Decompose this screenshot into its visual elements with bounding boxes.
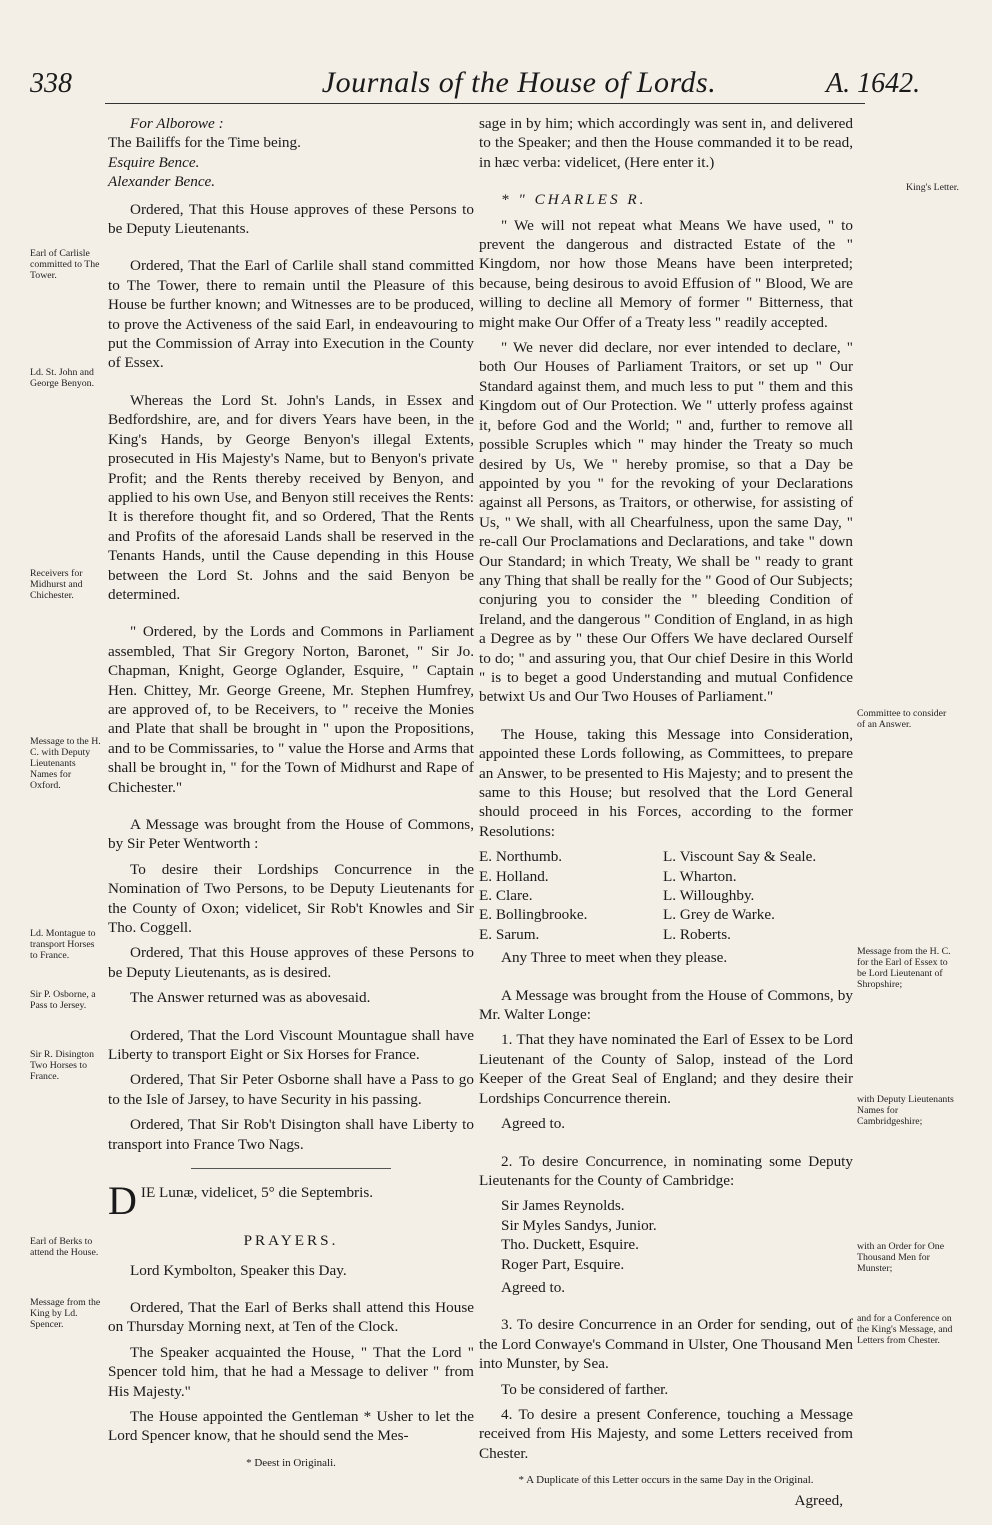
list-item: The Bailiffs for the Time being.: [108, 134, 301, 152]
margin-note-osborne: Sir P. Osborne, a Pass to Jersey.: [30, 989, 96, 1011]
footnote: * A Duplicate of this Letter occurs in the same Day in the Original.: [518, 1474, 814, 1487]
paragraph: Ordered, That this House approves of these Persons to be Deputy Lieutenants, as is desired.: [108, 944, 474, 981]
catchword: Agreed,: [794, 1491, 843, 1509]
margin-note-berks: Earl of Berks to attend the House.: [30, 1236, 99, 1258]
paragraph: Ordered, That the Earl of Berks shall attend this House on Thursday Morning next, at Ten of the Clock.: [108, 1298, 474, 1336]
list-item: L. Viscount Say & Seale.: [663, 848, 817, 866]
list-item: Alexander Bence.: [108, 173, 216, 191]
paragraph: Ordered, That the Earl of Carlile shall stand committed to The Tower, there to remain until the Pleasure of this House be further known; and Witnesses are to be produced, to prove the Activeness of the said Earl, in endeavouring to put the Commission of Array into Execution in the County of Essex.: [108, 257, 474, 372]
page-number: 338: [30, 68, 72, 99]
paragraph: Whereas the Lord St. John's Lands, in Essex and Bedfordshire, are, and for divers Years have been, in the King's Hands, by George Benyon's illegal Extents, prosecuted in His Majesty's Name, but to Benyon's private Profit; and the Rents thereby received by Benyon, and applied to his own Use, and Benyon still receives the Rents: It is therefore thought fit, and so Ordered, That the Rents and Profits of the aforesaid Lands shall be reserved in the Tenants Hands, until the Cause depending in this House between the Lord St. Johns and the said Benyon be determined.: [108, 391, 474, 603]
paragraph: Ordered, That Sir Peter Osborne shall have a Pass to go to the Isle of Jarsey, to have Security in his passing.: [108, 1071, 474, 1108]
paragraph: Ordered, That Sir Rob't Disington shall have Liberty to transport into France Two Nags.: [108, 1116, 474, 1153]
paragraph: sage in by him; which accordingly was sent in, and delivered to the Speaker; and then the House commanded it to be read, in hæc verba: videlicet, (Here enter it.): [479, 115, 853, 171]
letter-paragraph: " We never did declare, nor ever intended to declare, " both Our Houses of Parliament Traitors, or set up " Our Standard against them, and much less to put " them and this Kingdom out of Our Protection. We " utterly profess against it, before God and the World; " and, further to remove all possible Scruples which " may hinder the Treaty so much desired by Us, We " hereby promise, so that a Day be appointed by you " for the revoking of your Declarations against all Persons, as Traitors, or otherwise, for assisting of Us, " We shall, with all Chearfulness, upon the same Day, " re-call Our Proclamations and Declarations, and take " down Our Standard; in which Treaty, We shall be " ready to grant any Thing that shall be really for the " Good of Our Subjects; conjuring you to consider the " bleeding Condition of Ireland, and the dangerous " Condition of England, in as high a Degree as by " these Our Offers We have declared Ourself to do; " and assuring you, that Our chief Desire in this World " is to beget a good Understanding and mutual Confidence betwixt Us and Our Two Houses of Parliament.": [479, 339, 853, 706]
journal-title: Journals of the House of Lords.: [321, 66, 717, 99]
letter-paragraph: " We will not repeat what Means We have used, " to prevent the dangerous and distracted Estate of the " Kingdom, nor how those Means have been interpreted; because, being desirous to avoid Effusion of " Blood, We are willing to decline all Memory of former " Bitterness, that might make Our Offer of a Treaty less " readily accepted.: [479, 216, 853, 331]
prayers-heading: PRAYERS.: [243, 1232, 339, 1250]
margin-note-cambridge: with Deputy Lieutenants Names for Cambridgeshire;: [857, 1094, 954, 1127]
date-heading-text: IE Lunæ, videlicet, 5° die Septembris.: [140, 1184, 374, 1202]
cambridge-list: [501, 1196, 853, 1274]
paragraph: Ordered, That the Lord Viscount Mountague shall have Liberty to transport Eight or Six Horses for France.: [108, 1026, 474, 1064]
list-item: L. Roberts.: [663, 925, 731, 943]
paragraph: 3. To desire Concurrence in an Order for sending, out of the Lord Conwaye's Command in Ulster, One Thousand Men into Munster, by Sea.: [479, 1316, 853, 1373]
margin-note-carlisle: Earl of Carlisle committed to The Tower.: [30, 248, 100, 281]
margin-note-st-john: Ld. St. John and George Benyon.: [30, 367, 95, 389]
committee-lords: [479, 847, 853, 944]
drop-cap: D: [108, 1178, 137, 1224]
right-column: [479, 114, 853, 1510]
paragraph: 4. To desire a present Conference, touching a Message received from His Majesty, and some Letters received from Chester.: [479, 1405, 853, 1462]
list-item: E. Holland.: [479, 867, 549, 885]
list-item: E. Northumb.: [479, 848, 563, 866]
journal-year: A. 1642.: [826, 68, 921, 99]
list-item: E. Sarum.: [479, 925, 540, 943]
alborowe-list: [108, 133, 474, 191]
list-item: Roger Part, Esquire.: [501, 1255, 625, 1273]
paragraph: A Message was brought from the House of Commons, by Mr. Walter Longe:: [479, 986, 853, 1024]
paragraph: Ordered, That this House approves of these Persons to be Deputy Lieutenants.: [108, 200, 474, 238]
margin-note-oxford: Message to the H. C. with Deputy Lieutenants Names for Oxford.: [30, 736, 101, 791]
paragraph: The Answer returned was as abovesaid.: [130, 989, 371, 1007]
footnote: * Deest in Originali.: [246, 1456, 336, 1469]
margin-note-essex: Message from the H. C. for the Earl of Essex to be Lord Lieutenant of Shropshire;: [857, 946, 951, 990]
margin-note-munster: with an Order for One Thousand Men for Munster;: [857, 1241, 945, 1274]
list-item: E. Clare.: [479, 887, 533, 905]
paragraph: Any Three to meet when they please.: [501, 949, 728, 967]
margin-note-disington: Sir R. Disington Two Horses to France.: [30, 1049, 94, 1082]
paragraph: 2. To desire Concurrence, in nominating some Deputy Lieutenants for the County of Cambridge:: [479, 1152, 853, 1189]
date-heading: [108, 1178, 474, 1224]
letter-salutation: * " CHARLES R.: [501, 191, 647, 209]
paragraph: The House, taking this Message into Consideration, appointed these Lords following, as Committees, to prepare an Answer, to be presented to His Majesty; and to present the same to this House; but resolved that the Lord General should proceed in his Forces, according to the former Resolutions:: [479, 725, 853, 840]
paragraph: To be considered of farther.: [501, 1380, 669, 1398]
paragraph: A Message was brought from the House of Commons, by Sir Peter Wentworth :: [108, 816, 474, 853]
paragraph: " Ordered, by the Lords and Commons in Parliament assembled, That Sir Gregory Norton, Baronet, " Sir Jo. Chapman, Knight, George Oglander, Esquire, " Captain Hen. Chittey, Mr. George Greene, Mr. Stephen Humfrey, are approved of, to be Receivers, to " receive the Monies and Plate that shall be brought in " upon the Propositions, and to be Commissaries, to " value the Horse and Arms that shall be brought in, " for the Town of Midhurst and Rape of Chichester.": [108, 623, 474, 796]
margin-note-montague: Ld. Montague to transport Horses to France.: [30, 928, 96, 961]
margin-note-receivers: Receivers for Midhurst and Chichester.: [30, 568, 83, 601]
alborowe-heading: For Alborowe :: [130, 115, 224, 132]
list-item: L. Willoughby.: [663, 887, 755, 905]
margin-note-conference: and for a Conference on the King's Message, and Letters from Chester.: [857, 1313, 953, 1346]
paragraph: 1. That they have nominated the Earl of Essex to be Lord Lieutenant of the County of Salop, instead of the Lord Keeper of the Great Seal of England; and they desire their Lordships Concurrence therein.: [479, 1031, 853, 1107]
list-item: L. Grey de Warke.: [663, 906, 775, 924]
speaker-line: Lord Kymbolton, Speaker this Day.: [130, 1261, 347, 1279]
margin-note-kings-letter: King's Letter.: [906, 182, 959, 193]
list-item: Sir James Reynolds.: [501, 1197, 625, 1215]
agreed-line: Agreed to.: [501, 1115, 566, 1133]
list-item: L. Wharton.: [663, 867, 737, 885]
header-rule: [105, 103, 865, 104]
margin-note-spencer: Message from the King by Ld. Spencer.: [30, 1297, 101, 1330]
agreed-line: Agreed to.: [501, 1278, 566, 1296]
paragraph: The Speaker acquainted the House, " That the Lord " Spencer told him, that he had a Message to deliver " from His Majesty.": [108, 1343, 474, 1400]
earls-list: [479, 847, 659, 944]
margin-note-committee: Committee to consider of an Answer.: [857, 708, 947, 730]
lords-list: [663, 847, 853, 944]
paragraph: The House appointed the Gentleman * Usher to let the Lord Spencer know, that he should send the Mes-: [108, 1407, 474, 1445]
section-divider: [191, 1168, 391, 1169]
paragraph: To desire their Lordships Concurrence in the Nomination of Two Persons, to be Deputy Lieutenants for the County of Oxon; videlicet, Sir Rob't Knowles and Sir Tho. Coggell.: [108, 860, 474, 937]
list-item: Tho. Duckett, Esquire.: [501, 1236, 639, 1254]
left-column: [108, 114, 474, 1473]
page-header: [0, 66, 992, 106]
list-item: Sir Myles Sandys, Junior.: [501, 1216, 657, 1234]
list-item: Esquire Bence.: [108, 153, 200, 171]
list-item: E. Bollingbrooke.: [479, 906, 588, 924]
